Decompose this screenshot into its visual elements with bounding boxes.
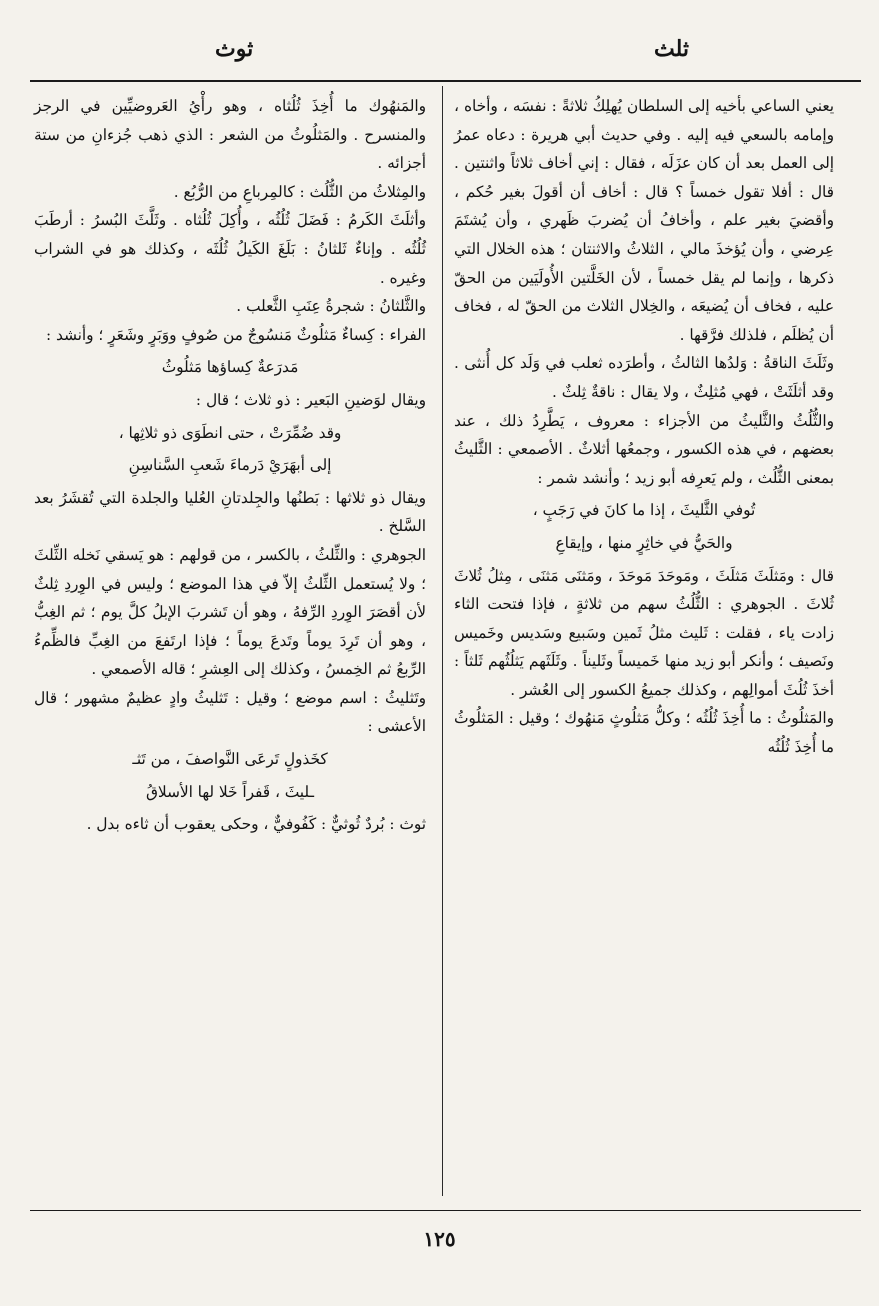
verse-line: كخَذولٍ تَرعَى النَّواصفَ ، من تَثـ [132,750,328,769]
paragraph: والثَّلثانُ : شجرةُ عِنَبِ الثَّعلب . [236,297,426,316]
footer-rule [30,1210,861,1211]
verse-line: إلى أبهَرَيْ دَرماءَ شَعبِ السَّناسِنِ [128,456,332,475]
verse-line: مَدرَعةٌ كِساؤها مَثلُوثُ [161,358,299,377]
column-divider [442,86,443,1196]
verse-line: تُوفي الثَّليثَ ، إذا ما كانَ في رَجَبٍ ، [532,501,756,520]
paragraph: الفراء : كِساءٌ مَثلُوثٌ مَنسُوجٌ من صُوفٍ ووَبَرٍ وشَعَرٍ ؛ وأنشد : [45,325,426,344]
right-column [454,92,834,762]
paragraph: وأثلَثَ الكَرمُ : فَضَلَ ثُلُثُه ، وأُكِلَ ثُلُثاه . وثَلَّثَ البُسرُ : أرطَبَ ثُلُثُه . وإناءٌ ثَلثانُ : بَلَغَ الكَيلُ ثُلُثَه ، وكذلك هو في الشراب وغيره . [34,211,426,287]
header-right-word: ثلث [653,36,689,62]
paragraph: وتَثليثُ : اسم موضع ؛ وقيل : تَثليثُ وادٍ عظيمٌ مشهور ؛ قال الأعشى : [34,688,426,736]
paragraph: الجوهري : والثِّلثُ ، بالكسر ، من قولهم : هو يَسقي نَخله الثِّلثَ ؛ ولا يُستعمل الثِّلثُ إلاّ في هذا الموضع ؛ وليس في الوِردِ ثِلثٌ لأن أقصَرَ الوِردِ الرِّفهُ ، وهو أن تَشربَ الإبلُ كلَّ يوم ؛ ثم الغِبُّ ، وهو أن تَرِدَ يوماً وتَدعَ يوماً ؛ فإذا ارتَفعَ من الغِبِّ فالظِّمءُ الرِّبعُ ثم الخِمسُ ، وكذلك إلى العِشرِ ؛ قاله الأصمعي . [34,545,426,679]
header-rule [30,80,861,82]
paragraph: يعني الساعي بأخيه إلى السلطان يُهلِكُ ثلاثةً : نفسَه ، وأخاه ، وإمامه بالسعي فيه إليه . وفي حديث أبي هريرة : دعاه عمرُ إلى العمل بعد أن كان عزَلَه ، فقال : إني أخاف ثلاثاً واثنتين . قال : أفلا تقول خمساً ؟ قال : أخاف أن أقولَ بغير حُكم ، وأقضيَ بغير علم ، وأخافُ أن يُضربَ ظَهري ، وأن يُشتَمَ عِرضي ، وأن يُؤخذَ مالي ، الثلاثُ والاثنتان ؛ هذه الخلال التي ذكرها ، وإنما لم يقل خمساً ، لأن الخَلَّتين الأُولَيَين من الحقّ عليه ، فخاف أن يُضيعَه ، والخِلال الثلاث من الحقّ له ، فخاف أن يُظلَم ، فلذلك فرَّقها . [454,97,834,344]
paragraph: ويقال ذو ثلاثها : بَطنُها والجِلدتانِ العُليا والجلدة التي تُقشَرُ بعد السَّلخ . [34,488,426,536]
left-column [34,92,426,839]
verse-line: ـليثَ ، قَفراً خَلا لها الأسلاقُ [146,782,314,801]
header-left-word: ثوث [215,36,254,62]
paragraph: والمَثلُوثُ : ما أُخِذَ ثُلُثُه ؛ وكلُّ مَثلُوثٍ مَنهُوك ؛ وقيل : المَثلُوثُ ما أُخِذَ ثُلُثُه [454,709,834,757]
entry-paragraph: ثوث : بُردٌ ثُوثيٌّ : كَفُوفيٌّ ، وحكى يعقوب أن ثاءه بدل . [86,815,426,834]
verse-line: وقد ضُمِّرَتْ ، حتى انطَوَى ذو ثلاثِها ، [118,423,342,442]
paragraph: قال : ومَثلَثَ مَثلَثَ ، ومَوحَدَ مَوحَدَ ، ومَثنَى مَثنَى ، مِثلُ ثُلاثَ ثُلاثَ . الجوهري : الثُّلُثُ سهم من ثلاثةٍ ، فإذا فتحت الثاء زادت ياء ، فقلت : ثَليث مثلُ ثَمين وسَبيع وسَديس وخَميس ونَصيف ؛ وأنكر أبو زيد منها خَميساً وثَليناً . وثَلَثَهم يَثلُثُهم ثَلثاً : أخذَ ثُلُثَ أموالِهم ، وكذلك جميعُ الكسور إلى العُشر . [454,566,834,699]
paragraph: والمَنهُوك ما أُخِذَ ثُلُثاه ، وهو رأْيُ العَروضيِّين في الرجز والمنسرح . والمَثلُوثُ من الشعر : الذي ذهب جُزءانِ من ستة أجزائه . [34,97,426,173]
paragraph: وثَلَثَ الناقةُ : وَلدُها الثالثُ ، وأطرَده ثعلب في وَلَد كل أُنثى . وقد أثلَثَتْ ، فهي مُثلِثٌ ، ولا يقال : ناقةٌ ثِلثٌ . [454,354,834,401]
paragraph: ويقال لوَضينِ البَعير : ذو ثلاث ؛ قال : [195,390,426,409]
page-number: ١٢٥ [423,1227,456,1251]
paragraph: والثُّلُثُ والثَّليثُ من الأجزاء : معروف ، يَطَّرِدُ ذلك ، عند بعضهم ، في هذه الكسور ، وجمعُها أثلاثٌ . الأصمعي : الثَّليثُ بمعنى الثُّلُث ، ولم يَعرِفه أبو زيد ؛ وأنشد شمر : [454,411,834,487]
verse-line: والحَيُّ في خاثِرٍ منها ، وإيقاعِ [555,533,733,552]
paragraph: والمِثلاثُ من الثُّلُث : كالمِرباعِ من الرُّبُع . [173,182,426,201]
